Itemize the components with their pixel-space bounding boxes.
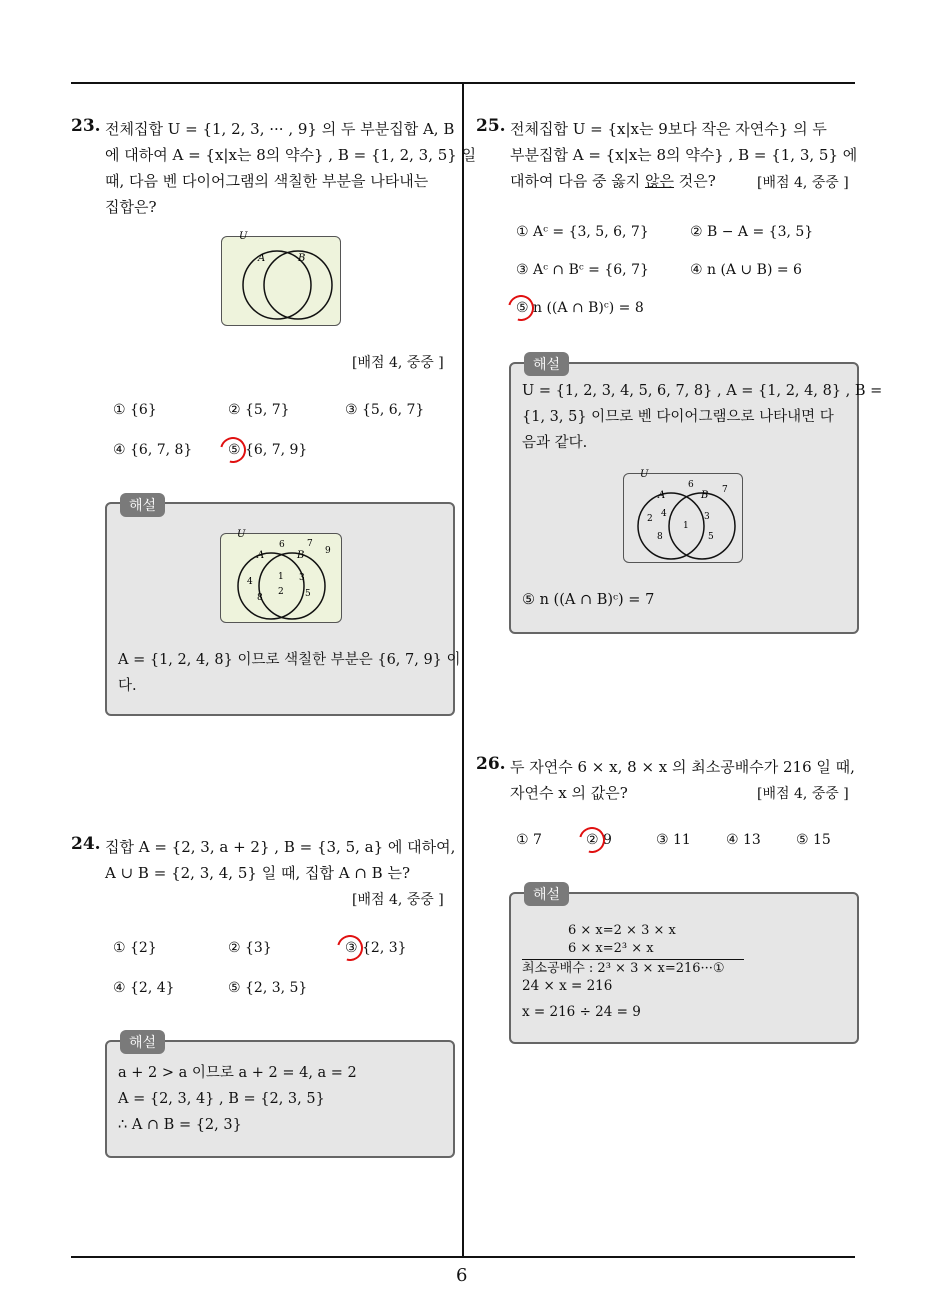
option-1[interactable]: ① {6}	[113, 402, 157, 418]
venn-label-a: A	[257, 550, 265, 561]
venn-element: 3	[704, 512, 710, 522]
venn-element: 6	[688, 480, 694, 490]
question-text-line: 자연수 x 의 값은?	[510, 784, 628, 802]
bottom-rule	[71, 1256, 855, 1258]
solution-text-line: U = {1, 2, 3, 4, 5, 6, 7, 8} , A = {1, 2, 4, 8} , B =	[522, 383, 883, 399]
solution-text-line: ∴ A ∩ B = {2, 3}	[118, 1117, 242, 1133]
emphasis-not: 않은	[645, 172, 674, 190]
option-5[interactable]: ⑤ n ((A ∩ B)ᶜ) = 8	[516, 300, 644, 316]
venn-diagram	[221, 231, 341, 326]
score-label: [배점 4, 중중 ]	[352, 892, 444, 908]
question-text-line: 집합 A = {2, 3, a + 2} , B = {3, 5, a} 에 대하여,	[105, 838, 456, 856]
question-text-line: 부분집합 A = {x|x는 8의 약수} , B = {1, 3, 5} 에	[510, 146, 858, 164]
solution-tag: 해설	[524, 352, 569, 376]
venn-label-a: A	[258, 253, 266, 264]
solution-text-line: 최소공배수 : 2³ × 3 × x=216···①	[522, 961, 725, 976]
venn-element: 6	[279, 540, 285, 550]
question-text-line: 전체집합 U = {x|x는 9보다 작은 자연수} 의 두	[510, 120, 827, 138]
solution-text-line: 음과 같다.	[522, 435, 588, 451]
venn-label-u: U	[640, 469, 649, 480]
venn-label-b: B	[297, 550, 305, 561]
set-a-circle	[638, 493, 704, 559]
option-5[interactable]: ⑤ 15	[796, 832, 831, 848]
solution-text-line: 6 × x=2 × 3 × x	[568, 923, 676, 938]
question-number: 23.	[71, 116, 101, 136]
solution-venn-diagram	[623, 469, 743, 563]
option-4[interactable]: ④ {6, 7, 8}	[113, 442, 193, 458]
solution-text-line: {1, 3, 5} 이므로 벤 다이어그램으로 나타내면 다	[522, 409, 834, 425]
question-text-line: 에 대하여 A = {x|x는 8의 약수} , B = {1, 2, 3, 5} 일	[105, 146, 477, 164]
question-text-line: 집합은?	[105, 198, 157, 216]
question-number: 25.	[476, 116, 506, 136]
solution-tag: 해설	[524, 882, 569, 906]
option-2[interactable]: ② 9	[586, 832, 612, 848]
question-text-line: 전체집합 U = {1, 2, 3, ··· , 9} 의 두 부분집합 A, B	[105, 120, 455, 138]
question-text-line: A ∪ B = {2, 3, 4, 5} 일 때, 집합 A ∩ B 는?	[105, 864, 410, 882]
option-3[interactable]: ③ 11	[656, 832, 691, 848]
venn-label-b: B	[701, 490, 709, 501]
page-number: 6	[456, 1265, 468, 1286]
venn-element: 8	[257, 593, 263, 603]
solution-tag: 해설	[120, 1030, 165, 1054]
question-text-part: 대하여 다음 중 옳지	[510, 172, 645, 190]
answer-mark	[215, 432, 251, 468]
option-4[interactable]: ④ {2, 4}	[113, 980, 175, 996]
venn-element: 3	[299, 573, 305, 583]
venn-element: 4	[247, 577, 253, 587]
venn-element: 5	[708, 532, 714, 542]
venn-element: 7	[722, 485, 728, 495]
solution-venn-svg	[624, 469, 742, 562]
solution-text-line: x = 216 ÷ 24 = 9	[522, 1004, 641, 1020]
answer-mark	[503, 290, 539, 326]
option-2[interactable]: ② {5, 7}	[228, 402, 290, 418]
option-2[interactable]: ② B − A = {3, 5}	[690, 224, 814, 240]
set-b-circle	[669, 493, 735, 559]
venn-label-b: B	[298, 253, 306, 264]
option-3[interactable]: ③ {2, 3}	[345, 940, 407, 956]
option-4[interactable]: ④ n (A ∪ B) = 6	[690, 262, 802, 278]
score-label: [배점 4, 중중 ]	[757, 175, 849, 191]
set-b-circle	[259, 553, 325, 619]
answer-mark	[574, 822, 610, 858]
solution-text-line: 6 × x=2³ × x	[568, 941, 654, 956]
solution-venn-diagram	[220, 529, 342, 623]
venn-element: 2	[278, 587, 284, 597]
solution-text-line: a + 2 > a 이므로 a + 2 = 4, a = 2	[118, 1065, 357, 1081]
answer-mark	[332, 930, 368, 966]
solution-text-line: A = {1, 2, 4, 8} 이므로 색칠한 부분은 {6, 7, 9} 이	[118, 652, 461, 668]
question-text-line	[510, 168, 716, 194]
question-number: 24.	[71, 834, 101, 854]
option-5[interactable]: ⑤ {6, 7, 9}	[228, 442, 308, 458]
question-text-line: 두 자연수 6 × x, 8 × x 의 최소공배수가 216 일 때,	[510, 758, 855, 776]
venn-element: 1	[683, 521, 689, 531]
venn-element: 1	[278, 572, 284, 582]
venn-element: 7	[307, 539, 313, 549]
solution-text-line: 다.	[118, 678, 137, 694]
option-1[interactable]: ① {2}	[113, 940, 157, 956]
score-label: [배점 4, 중중 ]	[352, 355, 444, 371]
option-1[interactable]: ① Aᶜ = {3, 5, 6, 7}	[516, 224, 649, 240]
solution-venn-svg	[221, 529, 341, 622]
venn-element: 5	[305, 589, 311, 599]
score-label: [배점 4, 중중 ]	[757, 786, 849, 802]
solution-text-line: 24 × x = 216	[522, 978, 613, 994]
solution-tag: 해설	[120, 493, 165, 517]
option-5[interactable]: ⑤ {2, 3, 5}	[228, 980, 308, 996]
venn-element: 8	[657, 532, 663, 542]
question-text-line: 때, 다음 벤 다이어그램의 색칠한 부분을 나타내는	[105, 172, 429, 190]
venn-element: 2	[647, 514, 653, 524]
option-1[interactable]: ① 7	[516, 832, 542, 848]
venn-label-u: U	[239, 231, 248, 242]
question-number: 26.	[476, 754, 506, 774]
question-text-part: 것은?	[673, 172, 716, 190]
option-3[interactable]: ③ Aᶜ ∩ Bᶜ = {6, 7}	[516, 262, 649, 278]
option-3[interactable]: ③ {5, 6, 7}	[345, 402, 425, 418]
venn-label-a: A	[658, 490, 666, 501]
venn-element: 9	[325, 546, 331, 556]
option-4[interactable]: ④ 13	[726, 832, 761, 848]
venn-label-u: U	[237, 529, 246, 540]
venn-element: 4	[661, 509, 667, 519]
column-divider	[462, 83, 464, 1258]
solution-answer: ⑤ n ((A ∩ B)ᶜ) = 7	[522, 592, 655, 608]
option-2[interactable]: ② {3}	[228, 940, 272, 956]
solution-text-line: A = {2, 3, 4} , B = {2, 3, 5}	[118, 1091, 325, 1107]
venn-diagram-svg	[222, 231, 340, 325]
